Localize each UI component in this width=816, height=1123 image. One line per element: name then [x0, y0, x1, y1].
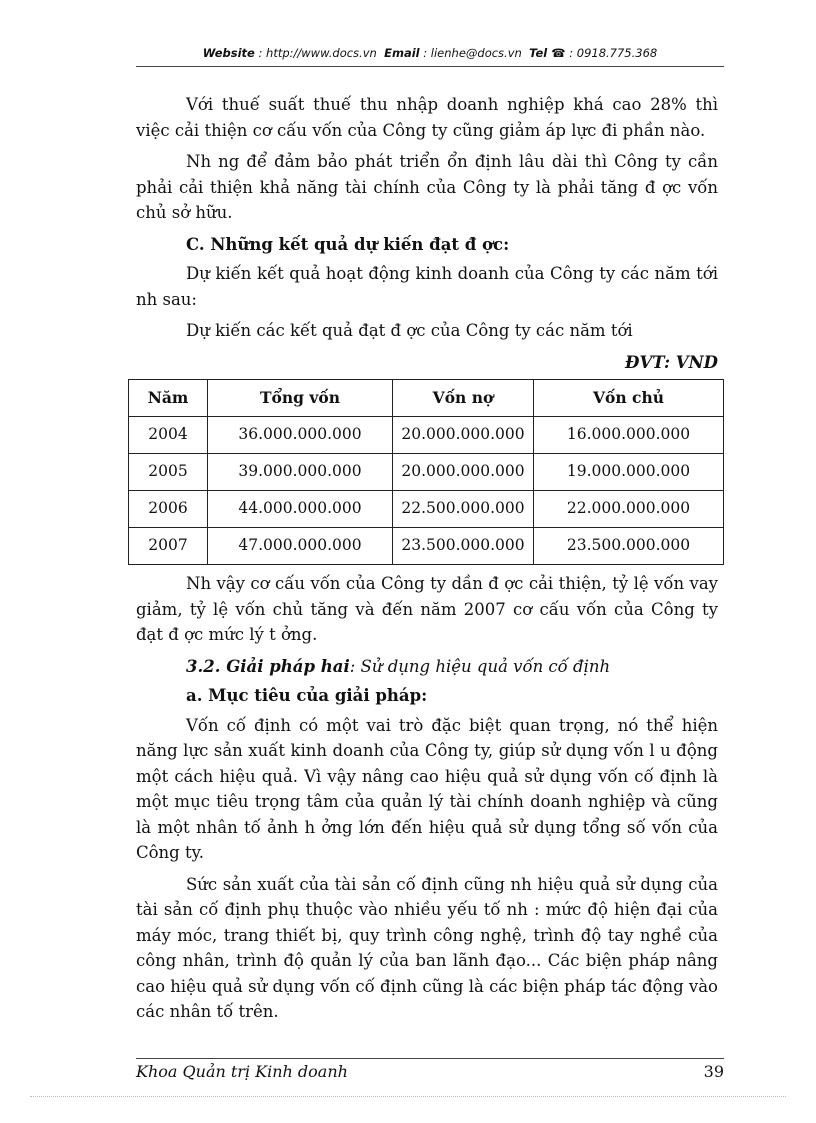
- table-cell: 44.000.000.000: [208, 491, 393, 528]
- table-cell: 20.000.000.000: [393, 454, 534, 491]
- footer-divider: [136, 1058, 724, 1059]
- column-header: Vốn nợ: [393, 380, 534, 417]
- email-value: : lienhe@docs.vn: [423, 46, 522, 60]
- section-heading: a. Mục tiêu của giải pháp:: [186, 686, 428, 705]
- table-header-row: [129, 380, 724, 417]
- table-cell: 16.000.000.000: [534, 417, 724, 454]
- page-bottom-border: [30, 1096, 786, 1097]
- tel-label: Tel ☎: [529, 46, 566, 60]
- table-cell: 22.500.000.000: [393, 491, 534, 528]
- paragraph: Nh ng để đảm bảo phát triển ổn định lâu dài thì Công ty cần phải cải thiện khả năng tài chính của Công ty là phải tăng đ ợc vốn chủ sở hữu.: [136, 152, 718, 222]
- paragraph: Vốn cố định có một vai trò đặc biệt quan trọng, nó thể hiện năng lực sản xuất kinh doanh của Công ty, giúp sử dụng vốn l u động một cách hiệu quả. Vì vậy nâng cao hiệu quả sử dụng vốn cố định là một mục tiêu trọng tâm của quản lý tài chính doanh nghiệp và cũng là một nhân tố ảnh h ởng lớn đến hiệu quả sử dụng tổng số vốn của Công ty.: [136, 715, 718, 862]
- email-label: Email: [384, 46, 420, 60]
- table-row: [129, 491, 724, 528]
- page-header: [136, 46, 724, 60]
- table-cell: 2006: [129, 491, 208, 528]
- table-cell: 19.000.000.000: [534, 454, 724, 491]
- table-cell: 23.500.000.000: [534, 528, 724, 565]
- table-row: [129, 528, 724, 565]
- tel-value: : 0918.775.368: [569, 46, 658, 60]
- table-row: [129, 454, 724, 491]
- table-cell: 36.000.000.000: [208, 417, 393, 454]
- table-cell: 2007: [129, 528, 208, 565]
- column-header: Tổng vốn: [208, 380, 393, 417]
- paragraph: Dự kiến các kết quả đạt đ ợc của Công ty các năm tới: [186, 321, 633, 340]
- table-cell: 2004: [129, 417, 208, 454]
- page-number: 39: [703, 1062, 724, 1081]
- paragraph: Dự kiến kết quả hoạt động kinh doanh của Công ty các năm tới nh sau:: [136, 264, 718, 309]
- header-divider: [136, 66, 724, 67]
- page-content: [136, 92, 718, 1031]
- section-heading: C. Những kết quả dự kiến đạt đ ợc:: [186, 234, 510, 254]
- table-cell: 20.000.000.000: [393, 417, 534, 454]
- table-cell: 22.000.000.000: [534, 491, 724, 528]
- website-value: : http://www.docs.vn: [258, 46, 377, 60]
- table-cell: 23.500.000.000: [393, 528, 534, 565]
- paragraph: Nh vậy cơ cấu vốn của Công ty dần đ ợc cải thiện, tỷ lệ vốn vay giảm, tỷ lệ vốn chủ tăng và đến năm 2007 cơ cấu vốn của Công ty đạt đ ợc mức lý t ởng.: [136, 574, 718, 644]
- website-label: Website: [202, 46, 255, 60]
- table-cell: 2005: [129, 454, 208, 491]
- paragraph: Với thuế suất thuế thu nhập doanh nghiệp khá cao 28% thì việc cải thiện cơ cấu vốn của Công ty cũng giảm áp lực đi phần nào.: [136, 95, 718, 140]
- subsection-number: 3.2. Giải pháp hai: [186, 656, 350, 676]
- table-row: [129, 417, 724, 454]
- table-cell: 47.000.000.000: [208, 528, 393, 565]
- capital-table: [128, 379, 724, 565]
- subsection-title: [136, 654, 718, 680]
- table-cell: 39.000.000.000: [208, 454, 393, 491]
- column-header: Vốn chủ: [534, 380, 724, 417]
- subsection-text: : Sử dụng hiệu quả vốn cố định: [349, 656, 611, 676]
- column-header: Năm: [129, 380, 208, 417]
- unit-label: ĐVT: VND: [625, 352, 718, 372]
- paragraph: Sức sản xuất của tài sản cố định cũng nh hiệu quả sử dụng của tài sản cố định phụ thuộc vào nhiều yếu tố nh : mức độ hiện đại của máy móc, trang thiết bị, quy trình công nghệ, trình độ tay nghề của công nhân, trình độ quản lý của ban lãnh đạo... Các biện pháp nâng cao hiệu quả sử dụng vốn cố định cũng là các biện pháp tác động vào các nhân tố trên.: [136, 874, 718, 1021]
- footer-faculty: Khoa Quản trị Kinh doanh: [136, 1062, 348, 1081]
